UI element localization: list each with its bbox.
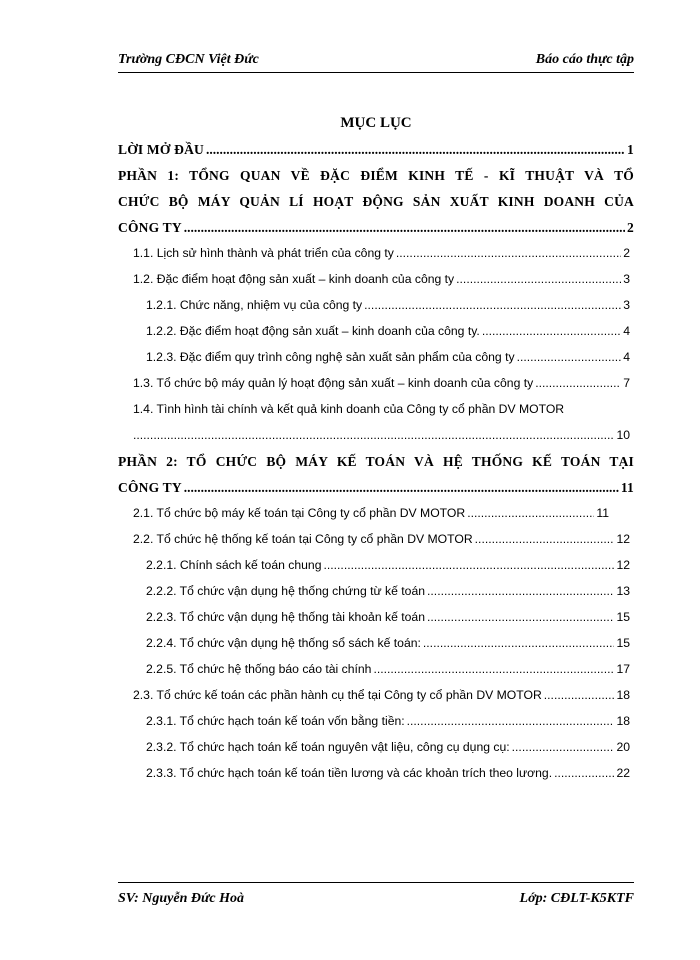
toc-page-number: 4 bbox=[623, 324, 630, 338]
toc-page-number: 2 bbox=[623, 246, 630, 260]
toc-entry-1-4-line-1[interactable]: 1.4. Tình hình tài chính và kết quả kinh doanh của Công ty cổ phần DV MOTOR bbox=[133, 402, 565, 416]
toc-page-number: 20 bbox=[616, 740, 630, 754]
toc-entry-1-4-line-2[interactable] bbox=[133, 428, 630, 442]
toc-page-number: 11 bbox=[620, 480, 634, 495]
footer-class: Lớp: CĐLT-K5KTF bbox=[519, 891, 634, 906]
toc-entry-phan-2-line-1[interactable]: PHẦN 2: TỔ CHỨC BỘ MÁY KẾ TOÁN VÀ HỆ THỐNG KẾ TOÁN TẠI bbox=[118, 454, 634, 469]
header-school: Trường CĐCN Việt Đức bbox=[118, 52, 259, 67]
toc-page-number: 13 bbox=[616, 584, 630, 598]
toc-page-number: 7 bbox=[623, 376, 630, 390]
toc-entry-1-2-2[interactable]: 1.2.2. Đặc điểm hoạt động sản xuất – kinh doanh của công ty. ..... 4 bbox=[146, 324, 630, 338]
toc-entry-2-2-4[interactable]: 2.2.4. Tổ chức vận dụng hệ thống sổ sách kế toán: ..... 15 bbox=[146, 636, 630, 650]
toc-entry-phan-1-line-1[interactable]: PHẦN 1: TỔNG QUAN VỀ ĐẶC ĐIỂM KINH TẾ - KĨ THUẬT VÀ TỔ bbox=[118, 168, 634, 183]
toc-entry-2-3-1[interactable]: 2.3.1. Tổ chức hạch toán kế toán vốn bằng tiền: ..... 18 bbox=[146, 714, 630, 728]
toc-entry-2-2-2[interactable]: 2.2.2. Tổ chức vận dụng hệ thống chứng từ kế toán ..... 13 bbox=[146, 584, 630, 598]
toc-entry-2-2-1[interactable]: 2.2.1. Chính sách kế toán chung ..... 12 bbox=[146, 558, 630, 572]
toc-entry-2-1[interactable]: 2.1. Tổ chức bộ máy kế toán tại Công ty cổ phần DV MOTOR ..... 11 bbox=[133, 506, 609, 520]
toc-page-number: 17 bbox=[616, 662, 630, 676]
toc-entry-2-2[interactable]: 2.2. Tổ chức hệ thống kế toán tại Công ty cổ phần DV MOTOR ..... 12 bbox=[133, 532, 630, 546]
toc-entry-phan-2-line-2[interactable]: CÔNG TY ..... 11 bbox=[118, 480, 634, 496]
toc-entry-2-2-3[interactable]: 2.2.3. Tổ chức vận dụng hệ thống tài khoản kế toán ..... 15 bbox=[146, 610, 630, 624]
toc-entry-1-1[interactable]: 1.1. Lịch sử hình thành và phát triển của công ty ..... 2 bbox=[133, 246, 630, 260]
toc-entry-1-3[interactable]: 1.3. Tổ chức bộ máy quản lý hoạt động sản xuất – kinh doanh của công ty ..... 7 bbox=[133, 376, 630, 390]
toc-page-number: 12 bbox=[616, 532, 630, 546]
toc-page-number: 11 bbox=[596, 506, 609, 520]
toc-page-number: 15 bbox=[616, 636, 630, 650]
toc-entry-2-2-5[interactable]: 2.2.5. Tổ chức hệ thống báo cáo tài chính ..... 17 bbox=[146, 662, 630, 676]
toc-page-number: 18 bbox=[616, 688, 630, 702]
toc-page-number: 15 bbox=[616, 610, 630, 624]
toc-entry-loi-mo-dau[interactable]: LỜI MỞ ĐẦU ..... 1 bbox=[118, 142, 634, 158]
toc-entry-1-2-3[interactable]: 1.2.3. Đặc điểm quy trình công nghệ sản xuất sản phẩm của công ty ..... 4 bbox=[146, 350, 630, 364]
toc-page-number: 3 bbox=[623, 298, 630, 312]
footer-student: SV: Nguyễn Đức Hoà bbox=[118, 891, 244, 906]
toc-entry-2-3[interactable]: 2.3. Tổ chức kế toán các phần hành cụ thể tại Công ty cổ phần DV MOTOR ..... 18 bbox=[133, 688, 630, 702]
toc-entry-2-3-2[interactable]: 2.3.2. Tổ chức hạch toán kế toán nguyên vật liệu, công cụ dụng cụ: ..... 20 bbox=[146, 740, 630, 754]
page-header bbox=[118, 50, 634, 73]
toc-entry-1-2[interactable]: 1.2. Đặc điểm hoạt động sản xuất – kinh doanh của công ty ..... 3 bbox=[133, 272, 630, 286]
toc-page-number: 2 bbox=[627, 220, 634, 235]
toc-page-number: 18 bbox=[616, 714, 630, 728]
toc-entry-1-2-1[interactable]: 1.2.1. Chức năng, nhiệm vụ của công ty ..... 3 bbox=[146, 298, 630, 312]
toc-page-number: 3 bbox=[623, 272, 630, 286]
toc-page-number: 22 bbox=[616, 766, 630, 780]
toc-title: MỤC LỤC bbox=[340, 115, 412, 131]
toc-page-number: 10 bbox=[616, 428, 630, 442]
page-footer bbox=[118, 882, 634, 911]
toc-entry-2-3-3[interactable]: 2.3.3. Tổ chức hạch toán kế toán tiền lương và các khoản trích theo lương. ..... 22 bbox=[146, 766, 630, 780]
toc-page-number: 12 bbox=[616, 558, 630, 572]
toc-entry-phan-1-line-2[interactable]: CHỨC BỘ MÁY QUẢN LÍ HOẠT ĐỘNG SẢN XUẤT KINH DOANH CỦA bbox=[118, 194, 634, 209]
toc-entry-phan-1-line-3[interactable]: CÔNG TY ..... 2 bbox=[118, 220, 634, 236]
toc-page-number: 1 bbox=[627, 142, 634, 157]
toc-page-number: 4 bbox=[623, 350, 630, 364]
header-report-title: Báo cáo thực tập bbox=[535, 52, 634, 67]
